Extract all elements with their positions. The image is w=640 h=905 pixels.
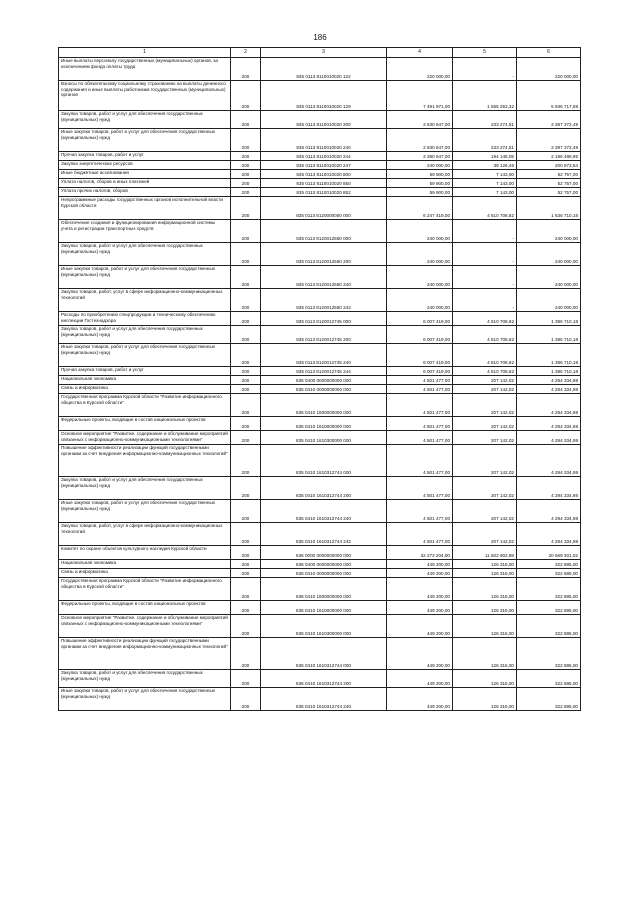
row-budget-code: 835 0113 8120012745 244 bbox=[261, 367, 387, 376]
row-executed-amount: 207 142,02 bbox=[453, 394, 517, 417]
column-header: 2 bbox=[231, 48, 261, 58]
row-approved-amount: 449 200,00 bbox=[387, 688, 453, 711]
row-line-code: 200 bbox=[231, 170, 261, 179]
row-line-code: 200 bbox=[231, 179, 261, 188]
row-name: Основное мероприятие "Развитие, содержание и обслуживание мероприятий связанных с информационно-коммуникационными технологиями" bbox=[59, 615, 231, 638]
row-budget-code: 835 0113 8110010020 852 bbox=[261, 188, 387, 197]
row-executed-amount: 7 143,00 bbox=[453, 170, 517, 179]
row-approved-amount: 4 501 477,00 bbox=[387, 417, 453, 431]
row-line-code: 200 bbox=[231, 326, 261, 344]
row-name: Закупка товаров, работ, услуг в сфере информационно-коммуникационных технологий bbox=[59, 289, 231, 312]
row-approved-amount: 2 630 647,00 bbox=[387, 129, 453, 152]
row-line-code: 200 bbox=[231, 367, 261, 376]
table-row bbox=[59, 312, 581, 326]
row-approved-amount: 6 007 419,00 bbox=[387, 326, 453, 344]
row-executed-amount: 7 143,00 bbox=[453, 179, 517, 188]
row-name: Закупка товаров, работ, услуг в сфере информационно-коммуникационных технологий bbox=[59, 523, 231, 546]
row-executed-amount: 233 274,51 bbox=[453, 111, 517, 129]
row-budget-code: 835 0113 8110010020 244 bbox=[261, 152, 387, 161]
row-budget-code: 835 0113 8120012560 240 bbox=[261, 266, 387, 289]
table-row bbox=[59, 344, 581, 367]
table-row bbox=[59, 266, 581, 289]
row-remaining-amount: 4 294 334,98 bbox=[517, 376, 581, 385]
page-number: 186 bbox=[313, 33, 327, 42]
row-remaining-amount: 322 885,00 bbox=[517, 638, 581, 670]
row-approved-amount: 240 000,00 bbox=[387, 161, 453, 170]
row-name: Иные закупки товаров, работ и услуг для обеспечения государственных (муниципальных) нужд bbox=[59, 344, 231, 367]
column-header: 1 bbox=[59, 48, 231, 58]
row-remaining-amount: 52 757,00 bbox=[517, 188, 581, 197]
table-row bbox=[59, 170, 581, 179]
row-remaining-amount: 4 294 334,98 bbox=[517, 500, 581, 523]
row-executed-amount: - bbox=[453, 58, 517, 81]
row-budget-code: 835 0113 8120012560 242 bbox=[261, 289, 387, 312]
row-line-code: 200 bbox=[231, 312, 261, 326]
row-name: Национальная экономика bbox=[59, 560, 231, 569]
row-remaining-amount: 240 000,00 bbox=[517, 243, 581, 266]
row-name: Расходы по приобретению спецпродукции и техническому обеспечению инспекции Гостехнадзора bbox=[59, 312, 231, 326]
row-name: Закупка товаров, работ и услуг для обеспечения государственных (муниципальных) нужд bbox=[59, 477, 231, 500]
row-executed-amount: - bbox=[453, 220, 517, 243]
row-budget-code: 836 0410 1610000000 000 bbox=[261, 601, 387, 615]
row-line-code: 200 bbox=[231, 569, 261, 578]
row-executed-amount: - bbox=[453, 289, 517, 312]
row-name: Закупка товаров, работ и услуг для обеспечения государственных (муниципальных) нужд bbox=[59, 243, 231, 266]
row-remaining-amount: 1 396 710,18 bbox=[517, 326, 581, 344]
row-approved-amount: 4 501 477,00 bbox=[387, 394, 453, 417]
row-approved-amount: 449 200,00 bbox=[387, 615, 453, 638]
row-approved-amount: 449 200,00 bbox=[387, 670, 453, 688]
row-approved-amount: 4 501 477,00 bbox=[387, 376, 453, 385]
row-approved-amount: 449 200,00 bbox=[387, 578, 453, 601]
row-name: Иные выплаты персоналу государственных (муниципальных) органов, за исключением фонда оплаты труда bbox=[59, 58, 231, 81]
row-name: Обеспечение создания и функционирования информационной системы учета и регистрации транспортных средств bbox=[59, 220, 231, 243]
row-budget-code: 835 0410 1610300000 000 bbox=[261, 431, 387, 445]
row-budget-code: 836 0410 0000000000 000 bbox=[261, 569, 387, 578]
row-approved-amount: 6 007 419,00 bbox=[387, 367, 453, 376]
row-approved-amount: 2 390 647,00 bbox=[387, 152, 453, 161]
row-remaining-amount: 2 196 498,95 bbox=[517, 152, 581, 161]
row-budget-code: 835 0400 0000000000 000 bbox=[261, 376, 387, 385]
row-approved-amount: 240 000,00 bbox=[387, 266, 453, 289]
table-row bbox=[59, 385, 581, 394]
row-line-code: 200 bbox=[231, 477, 261, 500]
table-row bbox=[59, 81, 581, 111]
table-row bbox=[59, 376, 581, 385]
row-approved-amount: 32 272 204,00 bbox=[387, 546, 453, 560]
row-approved-amount: 240 000,00 bbox=[387, 243, 453, 266]
row-budget-code: 835 0113 8120012745 000 bbox=[261, 312, 387, 326]
table-row bbox=[59, 523, 581, 546]
row-executed-amount: 126 315,00 bbox=[453, 601, 517, 615]
table-row bbox=[59, 500, 581, 523]
row-budget-code: 835 0113 8110010020 200 bbox=[261, 111, 387, 129]
row-line-code: 200 bbox=[231, 431, 261, 445]
row-name: Иные закупки товаров, работ и услуг для обеспечения государственных (муниципальных) нужд bbox=[59, 129, 231, 152]
table-row bbox=[59, 569, 581, 578]
row-name: Непрограммные расходы государственных органов исполнительной власти Курской области bbox=[59, 197, 231, 220]
table-row bbox=[59, 129, 581, 152]
row-remaining-amount: 322 885,00 bbox=[517, 601, 581, 615]
row-line-code: 200 bbox=[231, 81, 261, 111]
row-remaining-amount: 4 294 334,98 bbox=[517, 477, 581, 500]
row-name: Государственная программа Курской области "Развитие информационного общества в Курской области" bbox=[59, 578, 231, 601]
row-name: Иные бюджетные ассигнования bbox=[59, 170, 231, 179]
row-remaining-amount: 220 000,00 bbox=[517, 58, 581, 81]
row-executed-amount: 207 142,02 bbox=[453, 431, 517, 445]
row-approved-amount: 240 000,00 bbox=[387, 289, 453, 312]
row-executed-amount: 126 315,00 bbox=[453, 615, 517, 638]
budget-table bbox=[58, 47, 581, 711]
row-budget-code: 835 0113 8120012560 200 bbox=[261, 243, 387, 266]
table-row bbox=[59, 417, 581, 431]
column-header: 3 bbox=[261, 48, 387, 58]
row-budget-code: 835 0113 8120012560 000 bbox=[261, 220, 387, 243]
table-row bbox=[59, 560, 581, 569]
table-row bbox=[59, 58, 581, 81]
row-name: Государственная программа Курской области "Развитие информационного общества в Курской области" bbox=[59, 394, 231, 417]
column-header: 4 bbox=[387, 48, 453, 58]
row-budget-code: 835 0410 1610312744 240 bbox=[261, 500, 387, 523]
row-remaining-amount: 322 885,00 bbox=[517, 615, 581, 638]
row-budget-code: 835 0113 8120000000 000 bbox=[261, 197, 387, 220]
row-budget-code: 836 0410 1610300000 000 bbox=[261, 615, 387, 638]
row-remaining-amount: 240 000,00 bbox=[517, 220, 581, 243]
row-name: Повышение эффективности реализации функций государственными органами за счет внедрения информационно-коммуникационных технологий" bbox=[59, 638, 231, 670]
row-executed-amount: 126 315,00 bbox=[453, 578, 517, 601]
column-header: 6 bbox=[517, 48, 581, 58]
table-row bbox=[59, 367, 581, 376]
row-name: Закупка товаров, работ и услуг для обеспечения государственных (муниципальных) нужд bbox=[59, 326, 231, 344]
row-approved-amount: 4 501 477,00 bbox=[387, 477, 453, 500]
table-row bbox=[59, 477, 581, 500]
row-remaining-amount: 1 396 710,18 bbox=[517, 312, 581, 326]
table-row bbox=[59, 111, 581, 129]
row-approved-amount: 4 501 477,00 bbox=[387, 385, 453, 394]
row-executed-amount: 4 610 708,82 bbox=[453, 344, 517, 367]
row-executed-amount: 126 315,00 bbox=[453, 569, 517, 578]
row-line-code: 200 bbox=[231, 266, 261, 289]
row-approved-amount: 449 200,00 bbox=[387, 569, 453, 578]
row-remaining-amount: 322 885,00 bbox=[517, 670, 581, 688]
row-budget-code: 836 0410 1610312744 240 bbox=[261, 688, 387, 711]
row-budget-code: 835 0113 8110010020 800 bbox=[261, 170, 387, 179]
row-name: Закупка товаров, работ и услуг для обеспечения государственных (муниципальных) нужд bbox=[59, 670, 231, 688]
row-remaining-amount: 200 873,54 bbox=[517, 161, 581, 170]
row-budget-code: 835 0410 1600000000 000 bbox=[261, 394, 387, 417]
row-line-code: 200 bbox=[231, 220, 261, 243]
row-approved-amount: 2 630 647,00 bbox=[387, 111, 453, 129]
row-line-code: 200 bbox=[231, 688, 261, 711]
row-name: Национальная экономика bbox=[59, 376, 231, 385]
row-executed-amount: 1 555 253,32 bbox=[453, 81, 517, 111]
row-budget-code: 835 0113 8110010020 129 bbox=[261, 81, 387, 111]
row-line-code: 200 bbox=[231, 385, 261, 394]
table-row bbox=[59, 670, 581, 688]
row-approved-amount: 449 200,00 bbox=[387, 638, 453, 670]
row-line-code: 200 bbox=[231, 417, 261, 431]
row-name: Основное мероприятие "Развитие, содержание и обслуживание мероприятий связанных с информационно-коммуникационными технологиями" bbox=[59, 431, 231, 445]
row-name: Федеральные проекты, входящие в состав национальных проектов bbox=[59, 417, 231, 431]
row-executed-amount: 39 126,46 bbox=[453, 161, 517, 170]
row-budget-code: 835 0113 8120012745 240 bbox=[261, 344, 387, 367]
row-budget-code: 835 0410 1610000000 000 bbox=[261, 417, 387, 431]
row-budget-code: 836 0410 1610312744 200 bbox=[261, 670, 387, 688]
row-line-code: 200 bbox=[231, 500, 261, 523]
table-row bbox=[59, 688, 581, 711]
row-approved-amount: 449 200,00 bbox=[387, 560, 453, 569]
row-approved-amount: 4 501 477,00 bbox=[387, 445, 453, 477]
row-executed-amount: 207 142,02 bbox=[453, 523, 517, 546]
row-approved-amount: 4 501 477,00 bbox=[387, 523, 453, 546]
row-name: Прочая закупка товаров, работ и услуг bbox=[59, 152, 231, 161]
row-executed-amount: 207 142,02 bbox=[453, 500, 517, 523]
row-budget-code: 836 0400 0000000000 000 bbox=[261, 560, 387, 569]
row-executed-amount: 126 315,00 bbox=[453, 670, 517, 688]
row-remaining-amount: 4 294 334,98 bbox=[517, 445, 581, 477]
row-approved-amount: 6 007 419,00 bbox=[387, 312, 453, 326]
row-remaining-amount: 4 294 334,98 bbox=[517, 385, 581, 394]
row-line-code: 200 bbox=[231, 445, 261, 477]
row-name: Уплата прочих налогов, сборов bbox=[59, 188, 231, 197]
row-budget-code: 835 0410 1610312744 000 bbox=[261, 445, 387, 477]
row-line-code: 200 bbox=[231, 129, 261, 152]
row-remaining-amount: 4 294 334,98 bbox=[517, 431, 581, 445]
row-executed-amount: 126 315,00 bbox=[453, 638, 517, 670]
row-executed-amount: 207 142,02 bbox=[453, 385, 517, 394]
row-executed-amount: 7 143,00 bbox=[453, 188, 517, 197]
table-row bbox=[59, 152, 581, 161]
row-executed-amount: 126 315,00 bbox=[453, 688, 517, 711]
table-row bbox=[59, 197, 581, 220]
row-remaining-amount: 1 636 710,18 bbox=[517, 197, 581, 220]
table-row bbox=[59, 161, 581, 170]
row-remaining-amount: 5 936 717,68 bbox=[517, 81, 581, 111]
row-executed-amount: 4 610 708,82 bbox=[453, 326, 517, 344]
row-line-code: 200 bbox=[231, 670, 261, 688]
row-budget-code: 835 0410 0000000000 000 bbox=[261, 385, 387, 394]
row-remaining-amount: 4 294 334,98 bbox=[517, 523, 581, 546]
row-remaining-amount: 52 757,00 bbox=[517, 170, 581, 179]
row-executed-amount: - bbox=[453, 243, 517, 266]
row-name: Иные закупки товаров, работ и услуг для обеспечения государственных (муниципальных) нужд bbox=[59, 688, 231, 711]
table-header-row bbox=[59, 48, 581, 58]
row-remaining-amount: 322 885,00 bbox=[517, 569, 581, 578]
table-row bbox=[59, 615, 581, 638]
row-name: Федеральные проекты, входящие в состав национальных проектов bbox=[59, 601, 231, 615]
row-line-code: 200 bbox=[231, 111, 261, 129]
row-line-code: 200 bbox=[231, 344, 261, 367]
row-name: Комитет по охране объектов культурного наследия Курской области bbox=[59, 546, 231, 560]
row-remaining-amount: 240 000,00 bbox=[517, 289, 581, 312]
row-line-code: 200 bbox=[231, 58, 261, 81]
row-remaining-amount: 1 396 710,18 bbox=[517, 367, 581, 376]
row-budget-code: 835 0410 1610312744 242 bbox=[261, 523, 387, 546]
row-budget-code: 836 0000 0000000000 000 bbox=[261, 546, 387, 560]
row-executed-amount: 11 602 902,98 bbox=[453, 546, 517, 560]
row-line-code: 200 bbox=[231, 152, 261, 161]
row-budget-code: 835 0410 1610312744 200 bbox=[261, 477, 387, 500]
table-row bbox=[59, 188, 581, 197]
row-remaining-amount: 240 000,00 bbox=[517, 266, 581, 289]
table-row bbox=[59, 546, 581, 560]
row-line-code: 200 bbox=[231, 615, 261, 638]
row-name: Связь и информатика bbox=[59, 385, 231, 394]
row-executed-amount: 194 148,05 bbox=[453, 152, 517, 161]
row-remaining-amount: 2 397 372,49 bbox=[517, 111, 581, 129]
row-line-code: 200 bbox=[231, 197, 261, 220]
table-row bbox=[59, 326, 581, 344]
table-row bbox=[59, 243, 581, 266]
row-approved-amount: 59 900,00 bbox=[387, 170, 453, 179]
row-executed-amount: 4 610 708,82 bbox=[453, 312, 517, 326]
row-approved-amount: 4 501 477,00 bbox=[387, 500, 453, 523]
table-body bbox=[59, 58, 581, 711]
row-remaining-amount: 4 294 334,98 bbox=[517, 394, 581, 417]
row-approved-amount: 220 000,00 bbox=[387, 58, 453, 81]
row-name: Прочая закупка товаров, работ и услуг bbox=[59, 367, 231, 376]
row-executed-amount: - bbox=[453, 266, 517, 289]
table-row bbox=[59, 289, 581, 312]
row-approved-amount: 7 491 971,00 bbox=[387, 81, 453, 111]
row-line-code: 200 bbox=[231, 523, 261, 546]
row-approved-amount: 59 900,00 bbox=[387, 179, 453, 188]
row-budget-code: 836 0410 1610312744 000 bbox=[261, 638, 387, 670]
row-budget-code: 835 0113 8110010020 850 bbox=[261, 179, 387, 188]
row-executed-amount: 233 274,51 bbox=[453, 129, 517, 152]
table-row bbox=[59, 220, 581, 243]
row-executed-amount: 126 315,00 bbox=[453, 560, 517, 569]
table-row bbox=[59, 445, 581, 477]
table-row bbox=[59, 394, 581, 417]
row-line-code: 200 bbox=[231, 546, 261, 560]
row-name: Иные закупки товаров, работ и услуг для обеспечения государственных (муниципальных) нужд bbox=[59, 266, 231, 289]
row-approved-amount: 59 900,00 bbox=[387, 188, 453, 197]
row-executed-amount: 207 142,02 bbox=[453, 445, 517, 477]
row-budget-code: 835 0113 8110010020 247 bbox=[261, 161, 387, 170]
row-executed-amount: 4 610 708,82 bbox=[453, 367, 517, 376]
table-row bbox=[59, 179, 581, 188]
table-row bbox=[59, 638, 581, 670]
row-approved-amount: 449 200,00 bbox=[387, 601, 453, 615]
row-budget-code: 835 0113 8110010020 240 bbox=[261, 129, 387, 152]
row-line-code: 200 bbox=[231, 601, 261, 615]
row-remaining-amount: 322 885,00 bbox=[517, 560, 581, 569]
row-name: Повышение эффективности реализации функций государственными органами за счет внедрения информационно-коммуникационных технологий" bbox=[59, 445, 231, 477]
row-name: Закупка товаров, работ и услуг для обеспечения государственных (муниципальных) нужд bbox=[59, 111, 231, 129]
table-row bbox=[59, 578, 581, 601]
table-row bbox=[59, 431, 581, 445]
row-remaining-amount: 322 885,00 bbox=[517, 688, 581, 711]
row-remaining-amount: 52 757,00 bbox=[517, 179, 581, 188]
row-remaining-amount: 2 397 372,49 bbox=[517, 129, 581, 152]
row-approved-amount: 240 000,00 bbox=[387, 220, 453, 243]
row-line-code: 200 bbox=[231, 376, 261, 385]
row-line-code: 200 bbox=[231, 161, 261, 170]
column-header: 5 bbox=[453, 48, 517, 58]
row-approved-amount: 6 247 419,00 bbox=[387, 197, 453, 220]
row-name: Иные закупки товаров, работ и услуг для обеспечения государственных (муниципальных) нужд bbox=[59, 500, 231, 523]
row-line-code: 200 bbox=[231, 289, 261, 312]
row-remaining-amount: 4 294 334,98 bbox=[517, 417, 581, 431]
row-executed-amount: 207 142,02 bbox=[453, 376, 517, 385]
row-name: Закупка энергетических ресурсов bbox=[59, 161, 231, 170]
row-executed-amount: 207 142,02 bbox=[453, 417, 517, 431]
row-line-code: 200 bbox=[231, 188, 261, 197]
row-name: Связь и информатика bbox=[59, 569, 231, 578]
row-remaining-amount: 20 669 301,02 bbox=[517, 546, 581, 560]
row-line-code: 200 bbox=[231, 578, 261, 601]
row-budget-code: 836 0410 1600000000 000 bbox=[261, 578, 387, 601]
row-budget-code: 835 0113 8110010020 122 bbox=[261, 58, 387, 81]
row-executed-amount: 4 610 708,82 bbox=[453, 197, 517, 220]
row-executed-amount: 207 142,02 bbox=[453, 477, 517, 500]
row-approved-amount: 6 007 419,00 bbox=[387, 344, 453, 367]
row-budget-code: 835 0113 8120012745 200 bbox=[261, 326, 387, 344]
row-approved-amount: 4 501 477,00 bbox=[387, 431, 453, 445]
row-name: Уплата налогов, сборов и иных платежей bbox=[59, 179, 231, 188]
row-remaining-amount: 1 396 710,18 bbox=[517, 344, 581, 367]
row-name: Взносы по обязательному социальному страхованию на выплаты денежного содержания и иные выплаты работникам государственных (муниципальных) органов bbox=[59, 81, 231, 111]
row-remaining-amount: 322 885,00 bbox=[517, 578, 581, 601]
table-row bbox=[59, 601, 581, 615]
row-line-code: 200 bbox=[231, 560, 261, 569]
row-line-code: 200 bbox=[231, 638, 261, 670]
row-line-code: 200 bbox=[231, 243, 261, 266]
row-line-code: 200 bbox=[231, 394, 261, 417]
